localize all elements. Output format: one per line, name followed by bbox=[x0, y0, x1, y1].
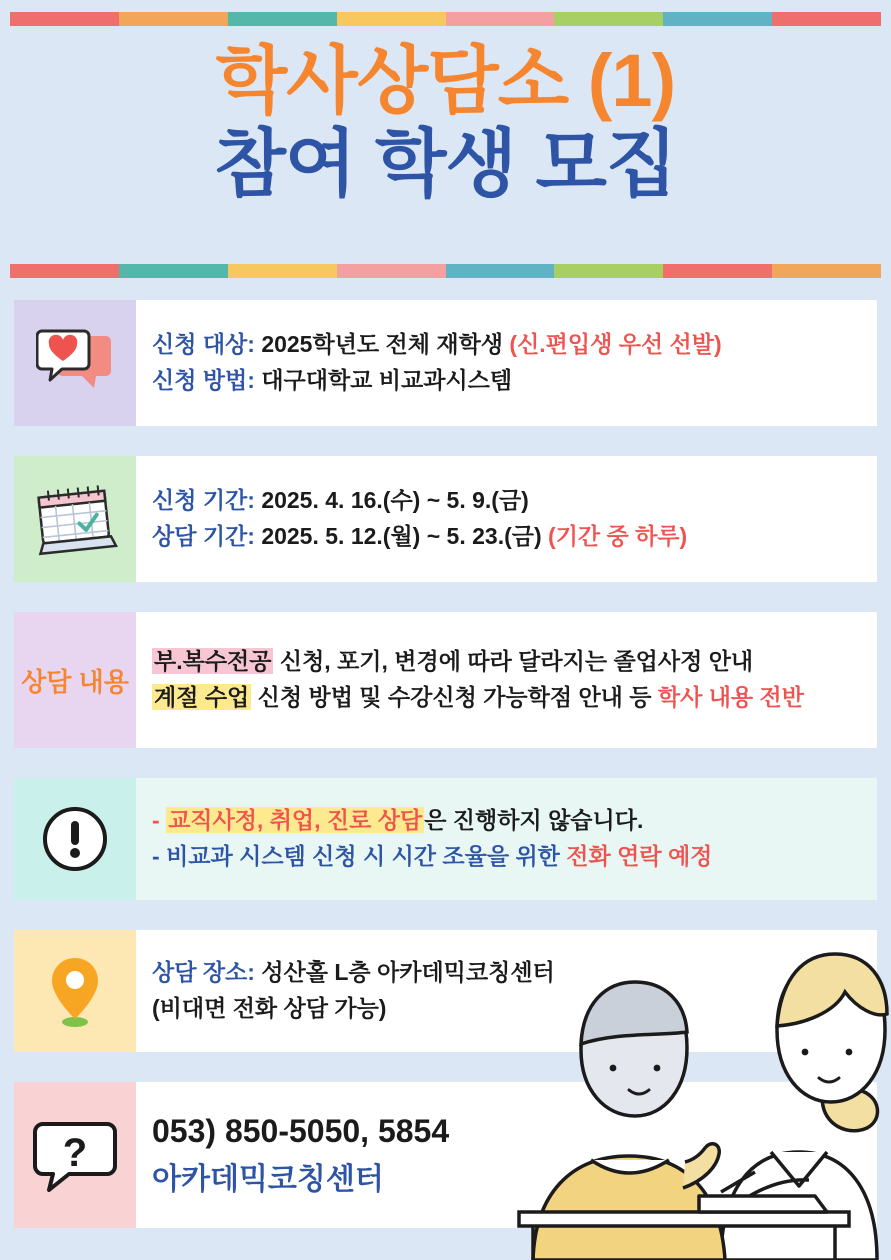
notice-text bbox=[136, 778, 877, 900]
place-line-2 bbox=[152, 991, 867, 1027]
application-target-note: (신.편입생 우선 선발) bbox=[509, 331, 722, 358]
apply-period-label: 신청 기간: bbox=[152, 487, 255, 514]
notice-line-2 bbox=[152, 839, 867, 875]
counsel-period-note: (기간 중 하루) bbox=[548, 523, 688, 549]
divider-color-strip bbox=[10, 264, 881, 278]
location-pin-icon-svg bbox=[43, 952, 107, 1030]
content-line-2 bbox=[152, 680, 867, 716]
contact-phone: 053) 850-5050, 5854 bbox=[152, 1112, 450, 1149]
row-place bbox=[14, 930, 877, 1052]
content-line-1 bbox=[152, 644, 867, 680]
apply-period-value: 2025. 4. 16.(수) ~ 5. 9.(금) bbox=[261, 487, 529, 514]
application-method-label: 신청 방법: bbox=[152, 367, 255, 393]
notice-line2-note: 전화 연락 예정 bbox=[566, 843, 713, 869]
title-line-1: 학사상담소 (1) bbox=[215, 39, 676, 122]
counsel-period-value: 2025. 5. 12.(월) ~ 5. 23.(금) bbox=[261, 523, 542, 549]
content-line2-note: 학사 내용 전반 bbox=[657, 684, 804, 710]
content-line1-rest: 신청, 포기, 변경에 따라 달라지는 졸업사정 안내 bbox=[279, 648, 754, 675]
place-note: (비대면 전화 상담 가능) bbox=[152, 995, 387, 1021]
apply-period-line bbox=[152, 483, 867, 519]
contact-center: 아카데믹코칭센터 bbox=[152, 1162, 384, 1196]
content-line1-highlight: 부.복수전공 bbox=[154, 648, 272, 675]
speech-heart-icon-svg bbox=[36, 328, 114, 398]
place-line-1 bbox=[152, 955, 867, 991]
counsel-period-label: 상담 기간: bbox=[152, 523, 255, 549]
application-text bbox=[136, 300, 877, 426]
notice-line-1 bbox=[152, 803, 867, 839]
place-label: 상담 장소: bbox=[152, 959, 255, 986]
application-target-label: 신청 대상: bbox=[152, 331, 255, 358]
place-text bbox=[136, 930, 877, 1052]
question-speech-icon-svg bbox=[33, 1118, 117, 1192]
application-method-value: 대구대학교 비교과시스템 bbox=[261, 367, 513, 393]
application-target-line bbox=[152, 327, 867, 363]
notice-line2-prefix: - bbox=[152, 843, 160, 869]
application-method-line bbox=[152, 363, 867, 399]
location-pin-icon bbox=[14, 930, 136, 1052]
content-label-cell bbox=[14, 612, 136, 748]
contact-text bbox=[136, 1082, 877, 1228]
notice-line2-text: 비교과 시스템 신청 시 시간 조율을 위한 bbox=[166, 843, 560, 869]
notice-line1-rest: 은 진행하지 않습니다. bbox=[424, 807, 644, 834]
row-notice bbox=[14, 778, 877, 900]
svg-text:?: ? bbox=[62, 1131, 88, 1175]
notice-line1-highlight: 교직사정, 취업, 진로 상담 bbox=[168, 807, 423, 834]
notice-line1-prefix: - bbox=[152, 807, 160, 834]
row-content bbox=[14, 612, 877, 748]
calendar-icon bbox=[14, 456, 136, 582]
period-text bbox=[136, 456, 877, 582]
speech-heart-icon bbox=[14, 300, 136, 426]
counsel-period-line bbox=[152, 519, 867, 555]
row-contact bbox=[14, 1082, 877, 1228]
calendar-icon-svg bbox=[29, 480, 121, 558]
title-line-2: 참여 학생 모집 bbox=[214, 121, 677, 205]
page-title bbox=[0, 40, 891, 206]
row-application bbox=[14, 300, 877, 426]
content-line2-highlight: 계절 수업 bbox=[154, 684, 250, 710]
exclamation-icon bbox=[14, 778, 136, 900]
application-target-value: 2025학년도 전체 재학생 bbox=[261, 331, 504, 358]
exclamation-icon-svg bbox=[40, 804, 110, 874]
content-line2-rest: 신청 방법 및 수강신청 가능학점 안내 등 bbox=[257, 684, 652, 710]
content-label: 상담 내용 bbox=[21, 666, 129, 697]
row-period bbox=[14, 456, 877, 582]
question-speech-icon bbox=[14, 1082, 136, 1228]
place-value: 성산홀 L층 아카데믹코칭센터 bbox=[261, 959, 555, 986]
top-color-strip bbox=[10, 12, 881, 26]
content-text bbox=[136, 612, 877, 748]
